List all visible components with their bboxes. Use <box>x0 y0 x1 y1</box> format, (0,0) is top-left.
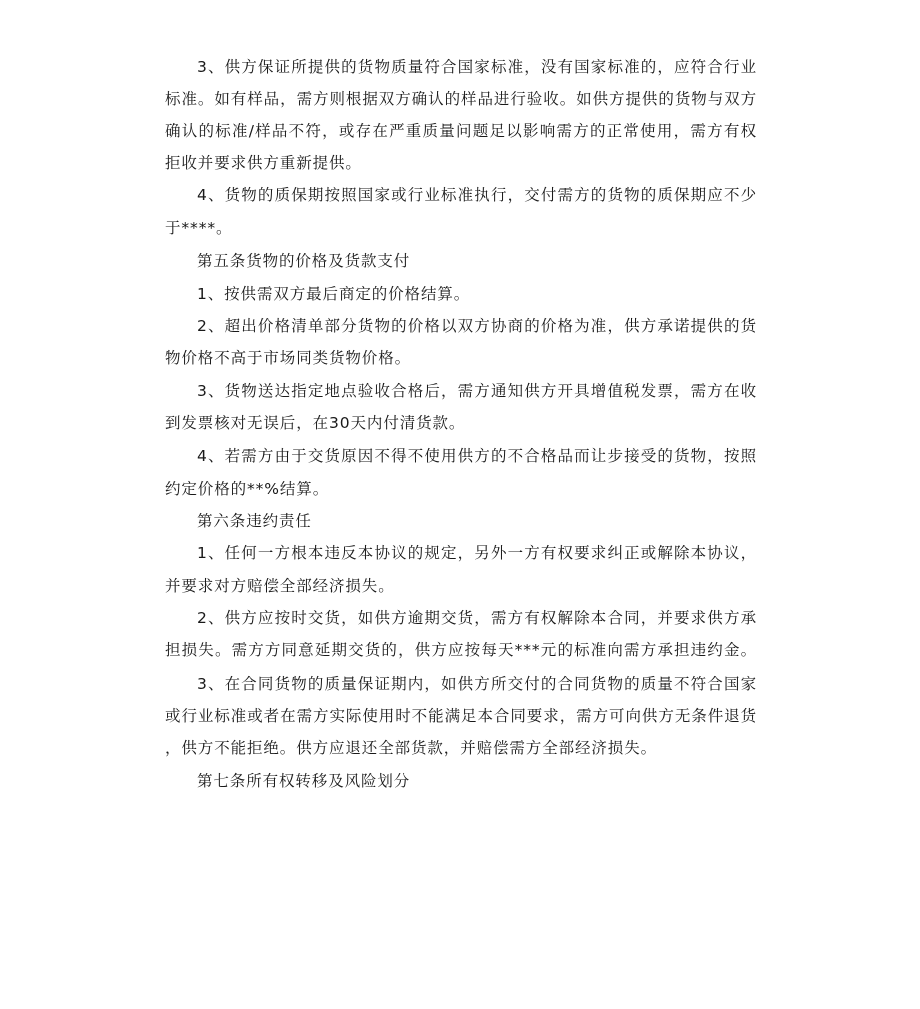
paragraph-line: 标准。如有样品，需方则根据双方确认的样品进行验收。如供方提供的货物与双方 <box>165 90 757 108</box>
paragraph-line: 约定价格的**%结算。 <box>165 480 330 498</box>
paragraph-line: 确认的标准/样品不符，或存在严重质量问题足以影响需方的正常使用，需方有权 <box>165 122 757 140</box>
paragraph-line: 并要求对方赔偿全部经济损失。 <box>165 577 395 595</box>
paragraph-line: 1、按供需双方最后商定的价格结算。 <box>197 285 471 303</box>
paragraph-line: 或行业标准或者在需方实际使用时不能满足本合同要求，需方可向供方无条件退货 <box>165 707 757 725</box>
paragraph-line: 于****。 <box>165 219 233 237</box>
paragraph-line: 2、供方应按时交货，如供方逾期交货，需方有权解除本合同，并要求供方承 <box>197 609 757 627</box>
paragraph-line: 到发票核对无误后，在30天内付清货款。 <box>165 414 466 432</box>
paragraph-line: 3、货物送达指定地点验收合格后，需方通知供方开具增值税发票，需方在收 <box>197 382 757 400</box>
section-heading: 第五条货物的价格及货款支付 <box>197 252 411 270</box>
paragraph-line: ，供方不能拒绝。供方应退还全部货款，并赔偿需方全部经济损失。 <box>165 739 658 757</box>
paragraph-line: 4、货物的质保期按照国家或行业标准执行，交付需方的货物的质保期应不少 <box>197 186 757 204</box>
paragraph-line: 物价格不高于市场同类货物价格。 <box>165 349 412 367</box>
section-heading: 第七条所有权转移及风险划分 <box>197 772 411 790</box>
paragraph-line: 2、超出价格清单部分货物的价格以双方协商的价格为准，供方承诺提供的货 <box>197 317 757 335</box>
paragraph-line: 拒收并要求供方重新提供。 <box>165 154 362 172</box>
paragraph-line: 3、在合同货物的质量保证期内，如供方所交付的合同货物的质量不符合国家 <box>197 675 757 693</box>
paragraph-line: 担损失。需方方同意延期交货的，供方应按每天***元的标准向需方承担违约金。 <box>165 641 757 659</box>
paragraph-line: 1、任何一方根本违反本协议的规定，另外一方有权要求纠正或解除本协议， <box>197 544 757 562</box>
paragraph-line: 4、若需方由于交货原因不得不使用供方的不合格品而让步接受的货物，按照 <box>197 447 757 465</box>
paragraph-line: 3、供方保证所提供的货物质量符合国家标准，没有国家标准的，应符合行业 <box>197 58 757 76</box>
section-heading: 第六条违约责任 <box>197 512 312 530</box>
